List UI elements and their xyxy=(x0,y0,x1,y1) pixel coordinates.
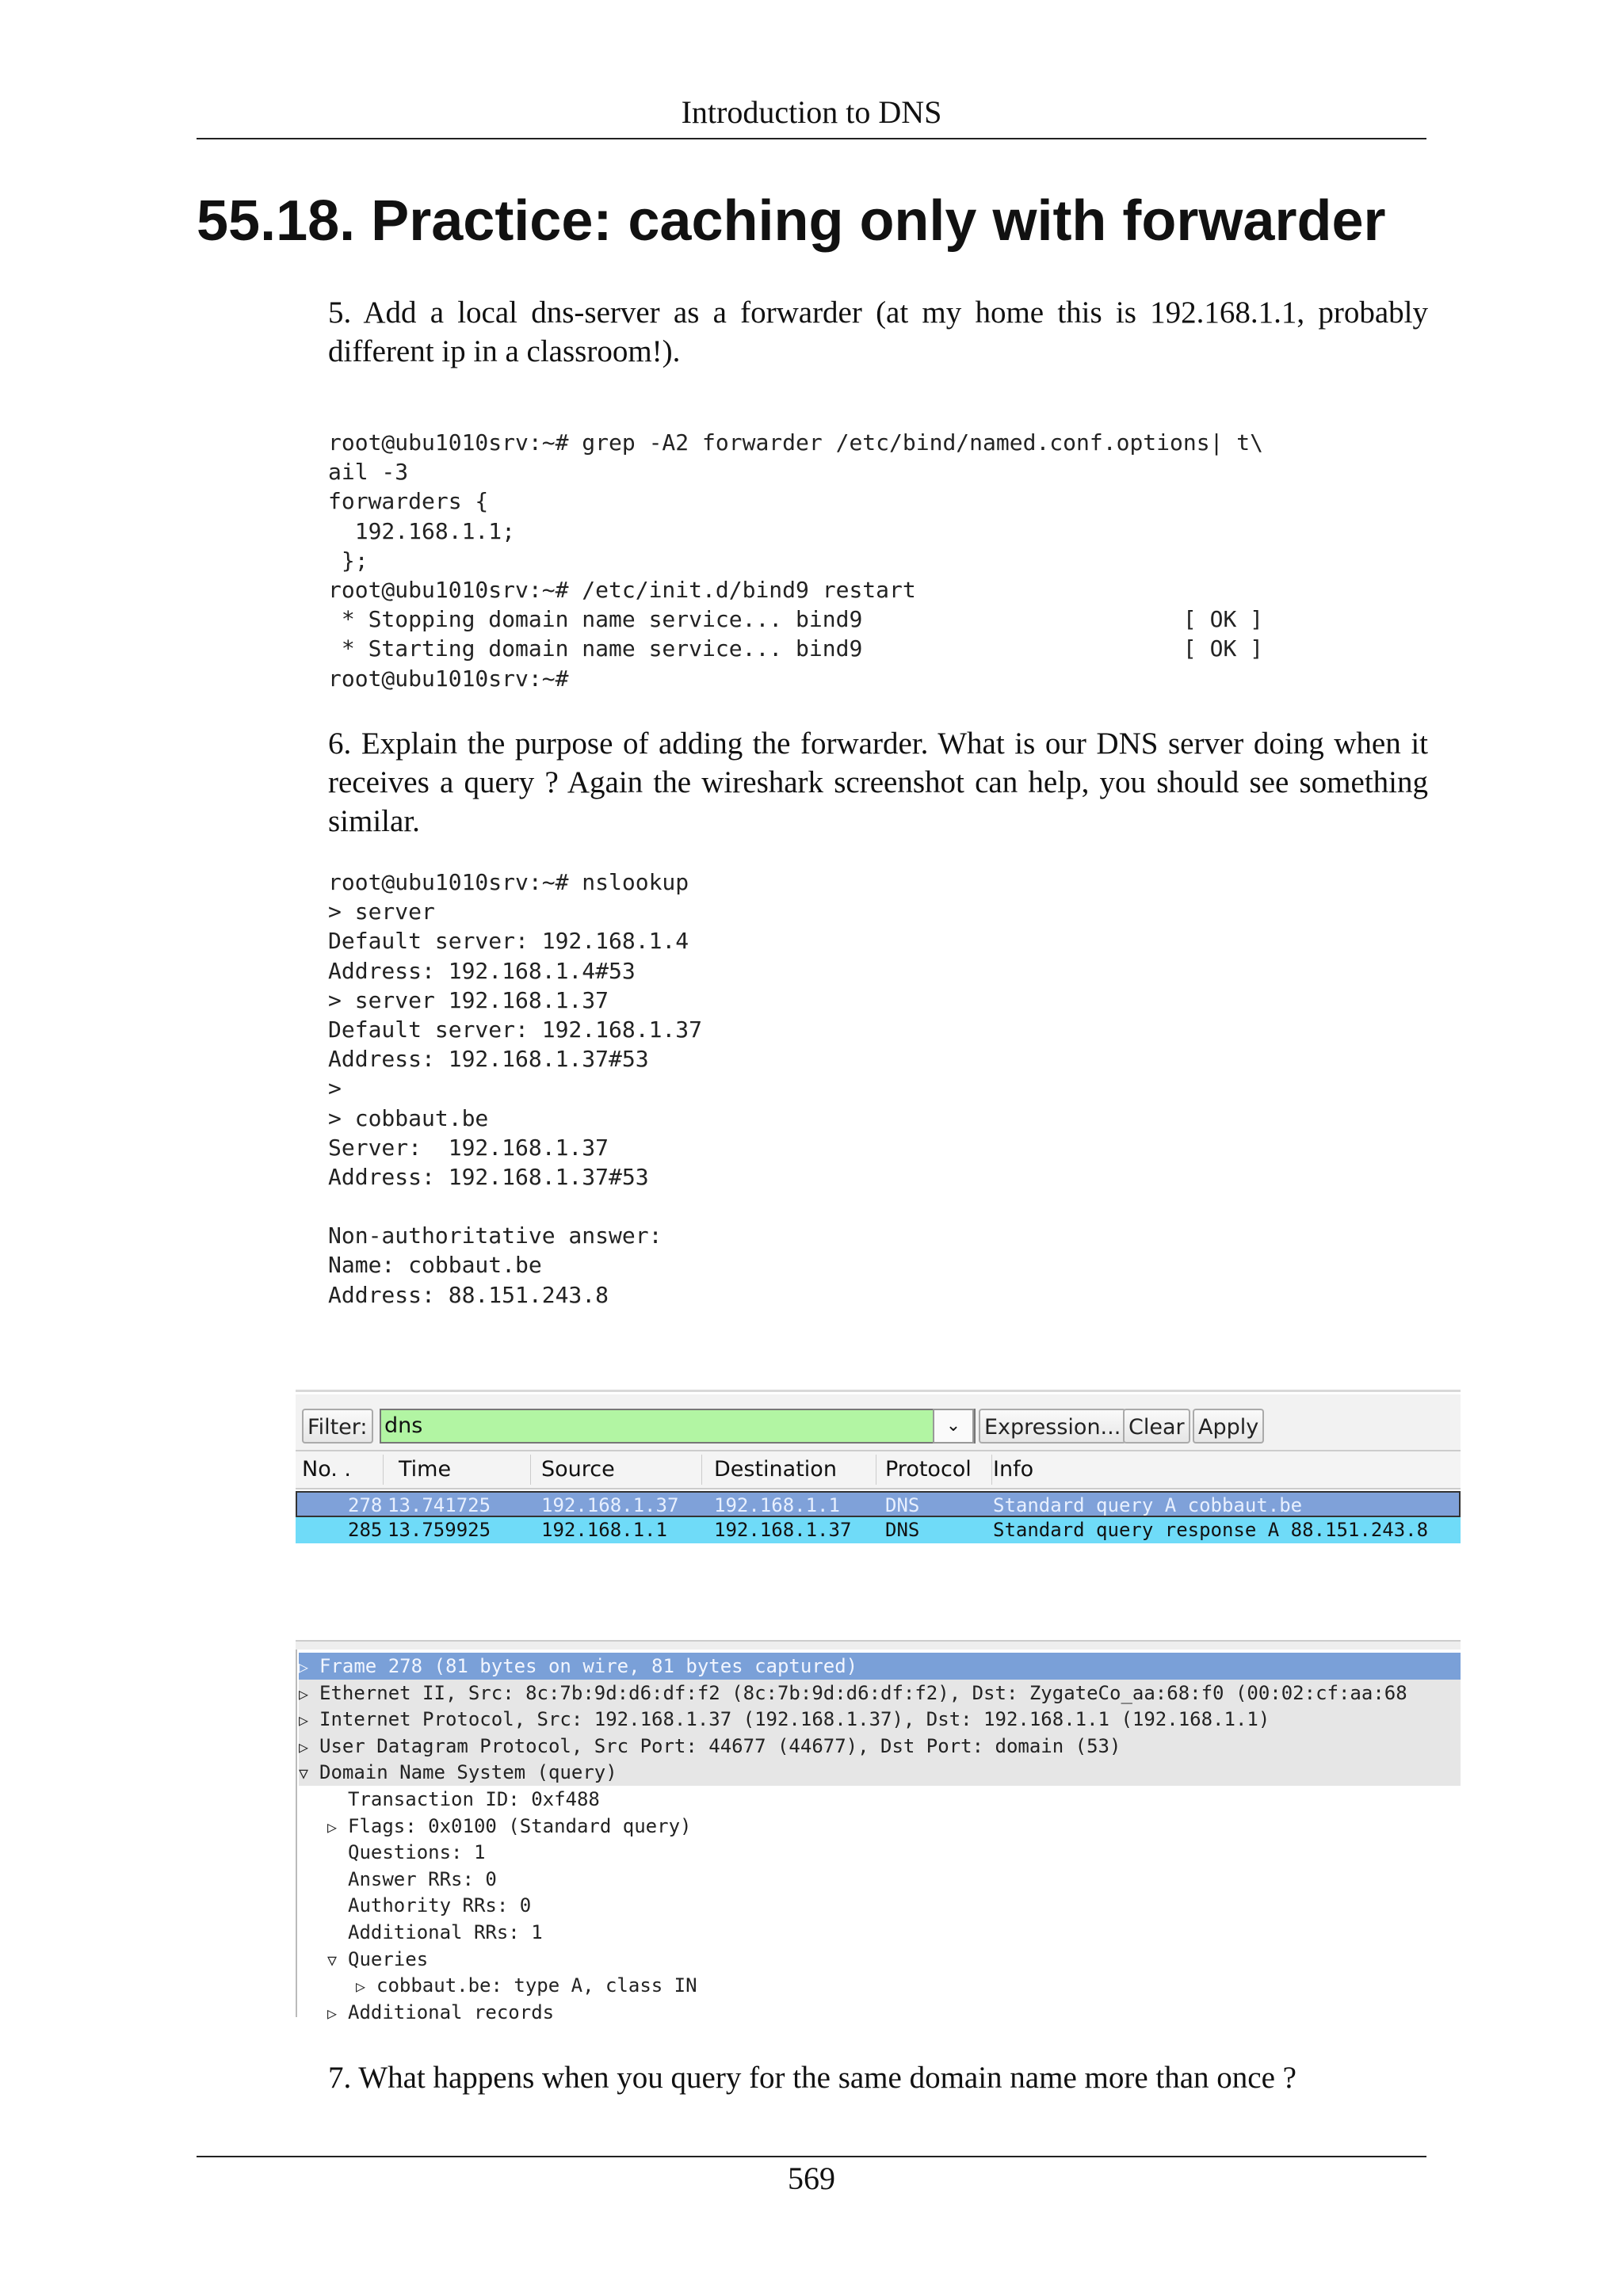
detail-text: Authority RRs: 0 xyxy=(348,1894,532,1917)
code-line: }; xyxy=(328,547,369,574)
step-7-text: 7. What happens when you query for the same domain name more than once ? xyxy=(328,2061,1296,2095)
packet-row[interactable] xyxy=(296,1491,1461,1517)
code-line: Address: 192.168.1.37#53 xyxy=(328,1164,649,1191)
column-no[interactable]: No. . xyxy=(302,1457,351,1482)
step-6-text: 6. Explain the purpose of adding the forwarder. What is our DNS server doing when it receives a query ? Again the wireshark screenshot can help, you should see something similar. xyxy=(328,727,1428,838)
code-line: root@ubu1010srv:~# /etc/init.d/bind9 restart xyxy=(328,577,916,604)
code-line: 192.168.1.1; xyxy=(328,517,516,544)
code-line: * Stopping domain name service... bind9 [ OK ] xyxy=(328,606,1264,633)
detail-text: Internet Protocol, Src: 192.168.1.37 (192.168.1.37), Dst: 192.168.1.1 (192.168.1.1) xyxy=(319,1708,1270,1731)
packet-source: 192.168.1.37 xyxy=(541,1494,679,1516)
code-line: > xyxy=(328,1075,342,1102)
code-line: forwarders { xyxy=(328,488,489,515)
code-line: Address: 192.168.1.4#53 xyxy=(328,957,636,984)
detail-tree-item[interactable] xyxy=(327,1892,1461,1919)
packet-time: 13.741725 xyxy=(388,1494,491,1516)
column-source[interactable]: Source xyxy=(541,1457,615,1482)
packet-time: 13.759925 xyxy=(388,1519,491,1541)
collapsed-triangle-icon[interactable]: ▷ xyxy=(299,1657,309,1676)
packet-details-tree xyxy=(296,1650,1461,2023)
code-line: Name: cobbaut.be xyxy=(328,1252,542,1279)
packet-info: Standard query response A 88.151.243.8 xyxy=(993,1519,1429,1541)
code-line: * Starting domain name service... bind9 [ OK ] xyxy=(328,635,1264,662)
packet-no: 278 xyxy=(348,1494,383,1516)
detail-text: User Datagram Protocol, Src Port: 44677 (44677), Dst Port: domain (53) xyxy=(319,1734,1121,1757)
code-line: root@ubu1010srv:~# xyxy=(328,665,569,692)
detail-text: Frame 278 (81 bytes on wire, 81 bytes captured) xyxy=(319,1655,858,1677)
detail-tree-item[interactable] xyxy=(327,1946,1461,1973)
detail-tree-item[interactable] xyxy=(327,1866,1461,1893)
detail-tree-item[interactable] xyxy=(299,1706,1461,1733)
packet-row[interactable] xyxy=(296,1517,1461,1543)
header-rule xyxy=(197,138,1426,139)
code-line: > server xyxy=(328,898,435,925)
step-5-text: 5. Add a local dns-server as a forwarder (at my home this is 192.168.1.1, probably different ip in a classroom!). xyxy=(328,296,1428,368)
code-line: root@ubu1010srv:~# grep -A2 forwarder /etc/bind/named.conf.options| t\ xyxy=(328,429,1264,456)
detail-text: Transaction ID: 0xf488 xyxy=(348,1788,600,1810)
packet-destination: 192.168.1.1 xyxy=(714,1494,840,1516)
apply-button[interactable]: Apply xyxy=(1193,1409,1264,1444)
detail-tree-item[interactable] xyxy=(299,1759,1461,1786)
detail-tree-item[interactable] xyxy=(299,1733,1461,1760)
collapsed-triangle-icon[interactable]: ▷ xyxy=(299,1737,309,1756)
code-line: Address: 88.151.243.8 xyxy=(328,1281,609,1308)
collapsed-triangle-icon[interactable]: ▷ xyxy=(356,1977,366,1997)
column-protocol[interactable]: Protocol xyxy=(885,1457,972,1482)
code-line: Default server: 192.168.1.4 xyxy=(328,928,689,955)
filter-input[interactable]: dns xyxy=(380,1409,976,1444)
column-time[interactable]: Time xyxy=(399,1457,452,1482)
detail-text: Answer RRs: 0 xyxy=(348,1867,497,1890)
code-line xyxy=(328,1192,702,1221)
code-line: > server 192.168.1.37 xyxy=(328,986,609,1013)
code-line: Non-authoritative answer: xyxy=(328,1222,663,1249)
running-header: Introduction to DNS xyxy=(681,94,942,130)
code-line: Default server: 192.168.1.37 xyxy=(328,1016,703,1043)
column-info[interactable]: Info xyxy=(993,1457,1034,1482)
detail-text: Additional RRs: 1 xyxy=(348,1921,543,1943)
packet-info: Standard query A cobbaut.be xyxy=(993,1494,1303,1516)
collapsed-triangle-icon[interactable]: ▷ xyxy=(327,1817,338,1836)
column-destination[interactable]: Destination xyxy=(714,1457,837,1482)
filter-button[interactable]: Filter: xyxy=(302,1409,373,1444)
code-line: ail -3 xyxy=(328,459,409,486)
detail-text: Queries xyxy=(348,1947,429,1970)
detail-tree-item[interactable] xyxy=(356,1972,1461,1999)
collapsed-triangle-icon[interactable]: ▷ xyxy=(299,1684,309,1703)
expanded-triangle-icon[interactable]: ▽ xyxy=(299,1764,309,1783)
packet-protocol: DNS xyxy=(885,1519,920,1541)
footer-rule xyxy=(197,2156,1426,2157)
code-line: Server: 192.168.1.37 xyxy=(328,1134,609,1161)
packet-list-header xyxy=(296,1451,1461,1489)
detail-tree-item[interactable] xyxy=(327,1999,1461,2026)
packet-destination: 192.168.1.37 xyxy=(714,1519,852,1541)
clear-button[interactable]: Clear xyxy=(1123,1409,1190,1444)
detail-text: Flags: 0x0100 (Standard query) xyxy=(348,1814,692,1837)
chevron-down-icon[interactable]: ⌄ xyxy=(933,1409,974,1444)
detail-text: Ethernet II, Src: 8c:7b:9d:d6:df:f2 (8c:7b:9d:d6:df:f2), Dst: ZygateCo_aa:68:f0 (00:02:cf:aa:68 xyxy=(319,1681,1407,1704)
code-block-nslookup xyxy=(328,868,702,1310)
expanded-triangle-icon[interactable]: ▽ xyxy=(327,1950,338,1970)
toolbar-divider xyxy=(296,1390,1461,1392)
detail-text: cobbaut.be: type A, class IN xyxy=(376,1974,697,1997)
detail-tree-item[interactable] xyxy=(327,1786,1461,1813)
detail-tree-item[interactable] xyxy=(327,1919,1461,1946)
code-line: root@ubu1010srv:~# nslookup xyxy=(328,869,689,895)
detail-tree-item[interactable] xyxy=(299,1653,1461,1680)
detail-text: Additional records xyxy=(348,2000,555,2023)
detail-tree-item[interactable] xyxy=(299,1680,1461,1707)
filter-toolbar xyxy=(296,1394,1461,1451)
expression-button[interactable]: Expression... xyxy=(979,1409,1126,1444)
code-line: Address: 192.168.1.37#53 xyxy=(328,1046,649,1073)
packet-protocol: DNS xyxy=(885,1494,920,1516)
detail-text: Questions: 1 xyxy=(348,1841,486,1864)
wireshark-screenshot xyxy=(296,1388,1461,2023)
code-block-forwarder xyxy=(328,428,1263,693)
packet-source: 192.168.1.1 xyxy=(541,1519,667,1541)
packet-no: 285 xyxy=(348,1519,383,1541)
collapsed-triangle-icon[interactable]: ▷ xyxy=(327,2003,338,2023)
section-title: 55.18. Practice: caching only with forwarder xyxy=(197,189,1386,253)
detail-tree-item[interactable] xyxy=(327,1813,1461,1840)
detail-text: Domain Name System (query) xyxy=(319,1761,617,1784)
pane-splitter[interactable] xyxy=(296,1640,1461,1650)
collapsed-triangle-icon[interactable]: ▷ xyxy=(299,1711,309,1730)
page-number: 569 xyxy=(788,2161,835,2196)
code-line: > cobbaut.be xyxy=(328,1104,489,1131)
detail-tree-item[interactable] xyxy=(327,1839,1461,1866)
